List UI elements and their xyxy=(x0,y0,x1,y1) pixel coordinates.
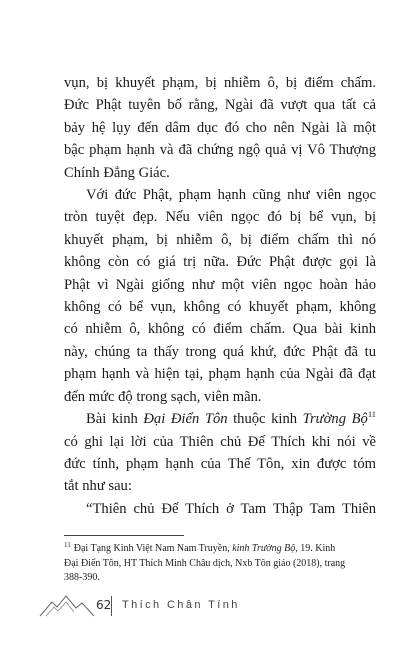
footnote-line: 388-390. xyxy=(64,572,100,583)
footnote xyxy=(64,542,376,586)
footnote-divider xyxy=(64,535,184,536)
text-line: có nhiễm ô, không có điểm chấm. Qua bài kinh xyxy=(64,321,376,338)
text-line: đến mức độ trong sạch, viên mãn. xyxy=(64,388,262,405)
main-text xyxy=(64,72,376,520)
text-line: khuyết phạm, bị nhiễm ô, bị điểm chấm thì nó xyxy=(64,231,376,248)
text-line: Đức Phật tuyên bố rằng, Ngài đã vượt qua tất cả xyxy=(64,97,376,114)
text-line: bảy hệ lụy đến dâm dục đó cho nên Ngài là một xyxy=(64,119,376,136)
text-run: thuộc kinh xyxy=(227,411,303,428)
text-run: , 19. Kinh xyxy=(295,543,336,554)
footer-separator xyxy=(111,596,112,616)
text-line: tròn tuyệt đẹp. Nếu viên ngọc đó bị bể vụn, bị xyxy=(64,209,376,226)
sutta-title: Đại Điển Tôn xyxy=(143,411,228,428)
paragraph-1 xyxy=(64,72,376,184)
paragraph-2 xyxy=(64,184,376,408)
footnote-reference[interactable]: 11 xyxy=(367,409,376,420)
text-line: Chính Đẳng Giác. xyxy=(64,164,170,181)
text-line: “Thiên chủ Đế Thích ở Tam Thập Tam Thiên xyxy=(86,500,376,517)
text-line: vụn, bị khuyết phạm, bị nhiễm ô, bị điểm chấm. xyxy=(64,75,376,91)
text-line: bậc phạm hạnh và đã chứng ngộ quả vị Vô Thượng xyxy=(64,142,376,159)
text-line: đức tính, phạm hạnh của Thế Tôn, xin được tóm xyxy=(64,455,376,472)
collection-title: Trường Bộ xyxy=(302,411,368,428)
mountain-icon xyxy=(38,590,98,620)
text-line: phạm hạnh và hiện tại, phạm hạnh của Ngài đã đạt xyxy=(64,366,376,383)
page-number: 62 xyxy=(96,598,112,612)
paragraph-3 xyxy=(64,408,376,498)
text-line: không có bể vụn, không có khuyết phạm, không xyxy=(64,299,376,316)
text-line: này, chúng ta thấy trong quá khứ, đức Phật đã tu xyxy=(64,343,376,360)
page-footer xyxy=(38,590,378,630)
footnote-line xyxy=(64,542,376,557)
text-line: Phật vì Ngài giống như một viên ngọc hoàn hảo xyxy=(64,276,376,293)
text-line: không còn có giá trị nữa. Đức Phật được gọi là xyxy=(64,254,376,271)
text-line: Với đức Phật, phạm hạnh cũng như viên ngọc xyxy=(86,187,376,204)
text-line: có ghi lại lời của Thiên chủ Đế Thích khi nói về xyxy=(64,433,376,450)
text-run: kinh Trường Bộ xyxy=(232,543,296,554)
text-line xyxy=(64,408,376,430)
text-run: Bài kinh xyxy=(86,411,144,428)
text-line: tắt như sau: xyxy=(64,478,132,495)
footnote-line: Đại Điển Tôn, HT Thích Minh Châu dịch, Nxb Tôn giáo (2018), trang xyxy=(64,557,346,569)
author-name: Thích Chân Tính xyxy=(122,599,240,611)
paragraph-4 xyxy=(64,498,376,520)
footnote-number: 11 xyxy=(64,540,71,549)
text-run: Đại Tạng Kinh Việt Nam Nam Truyền, xyxy=(73,543,233,554)
